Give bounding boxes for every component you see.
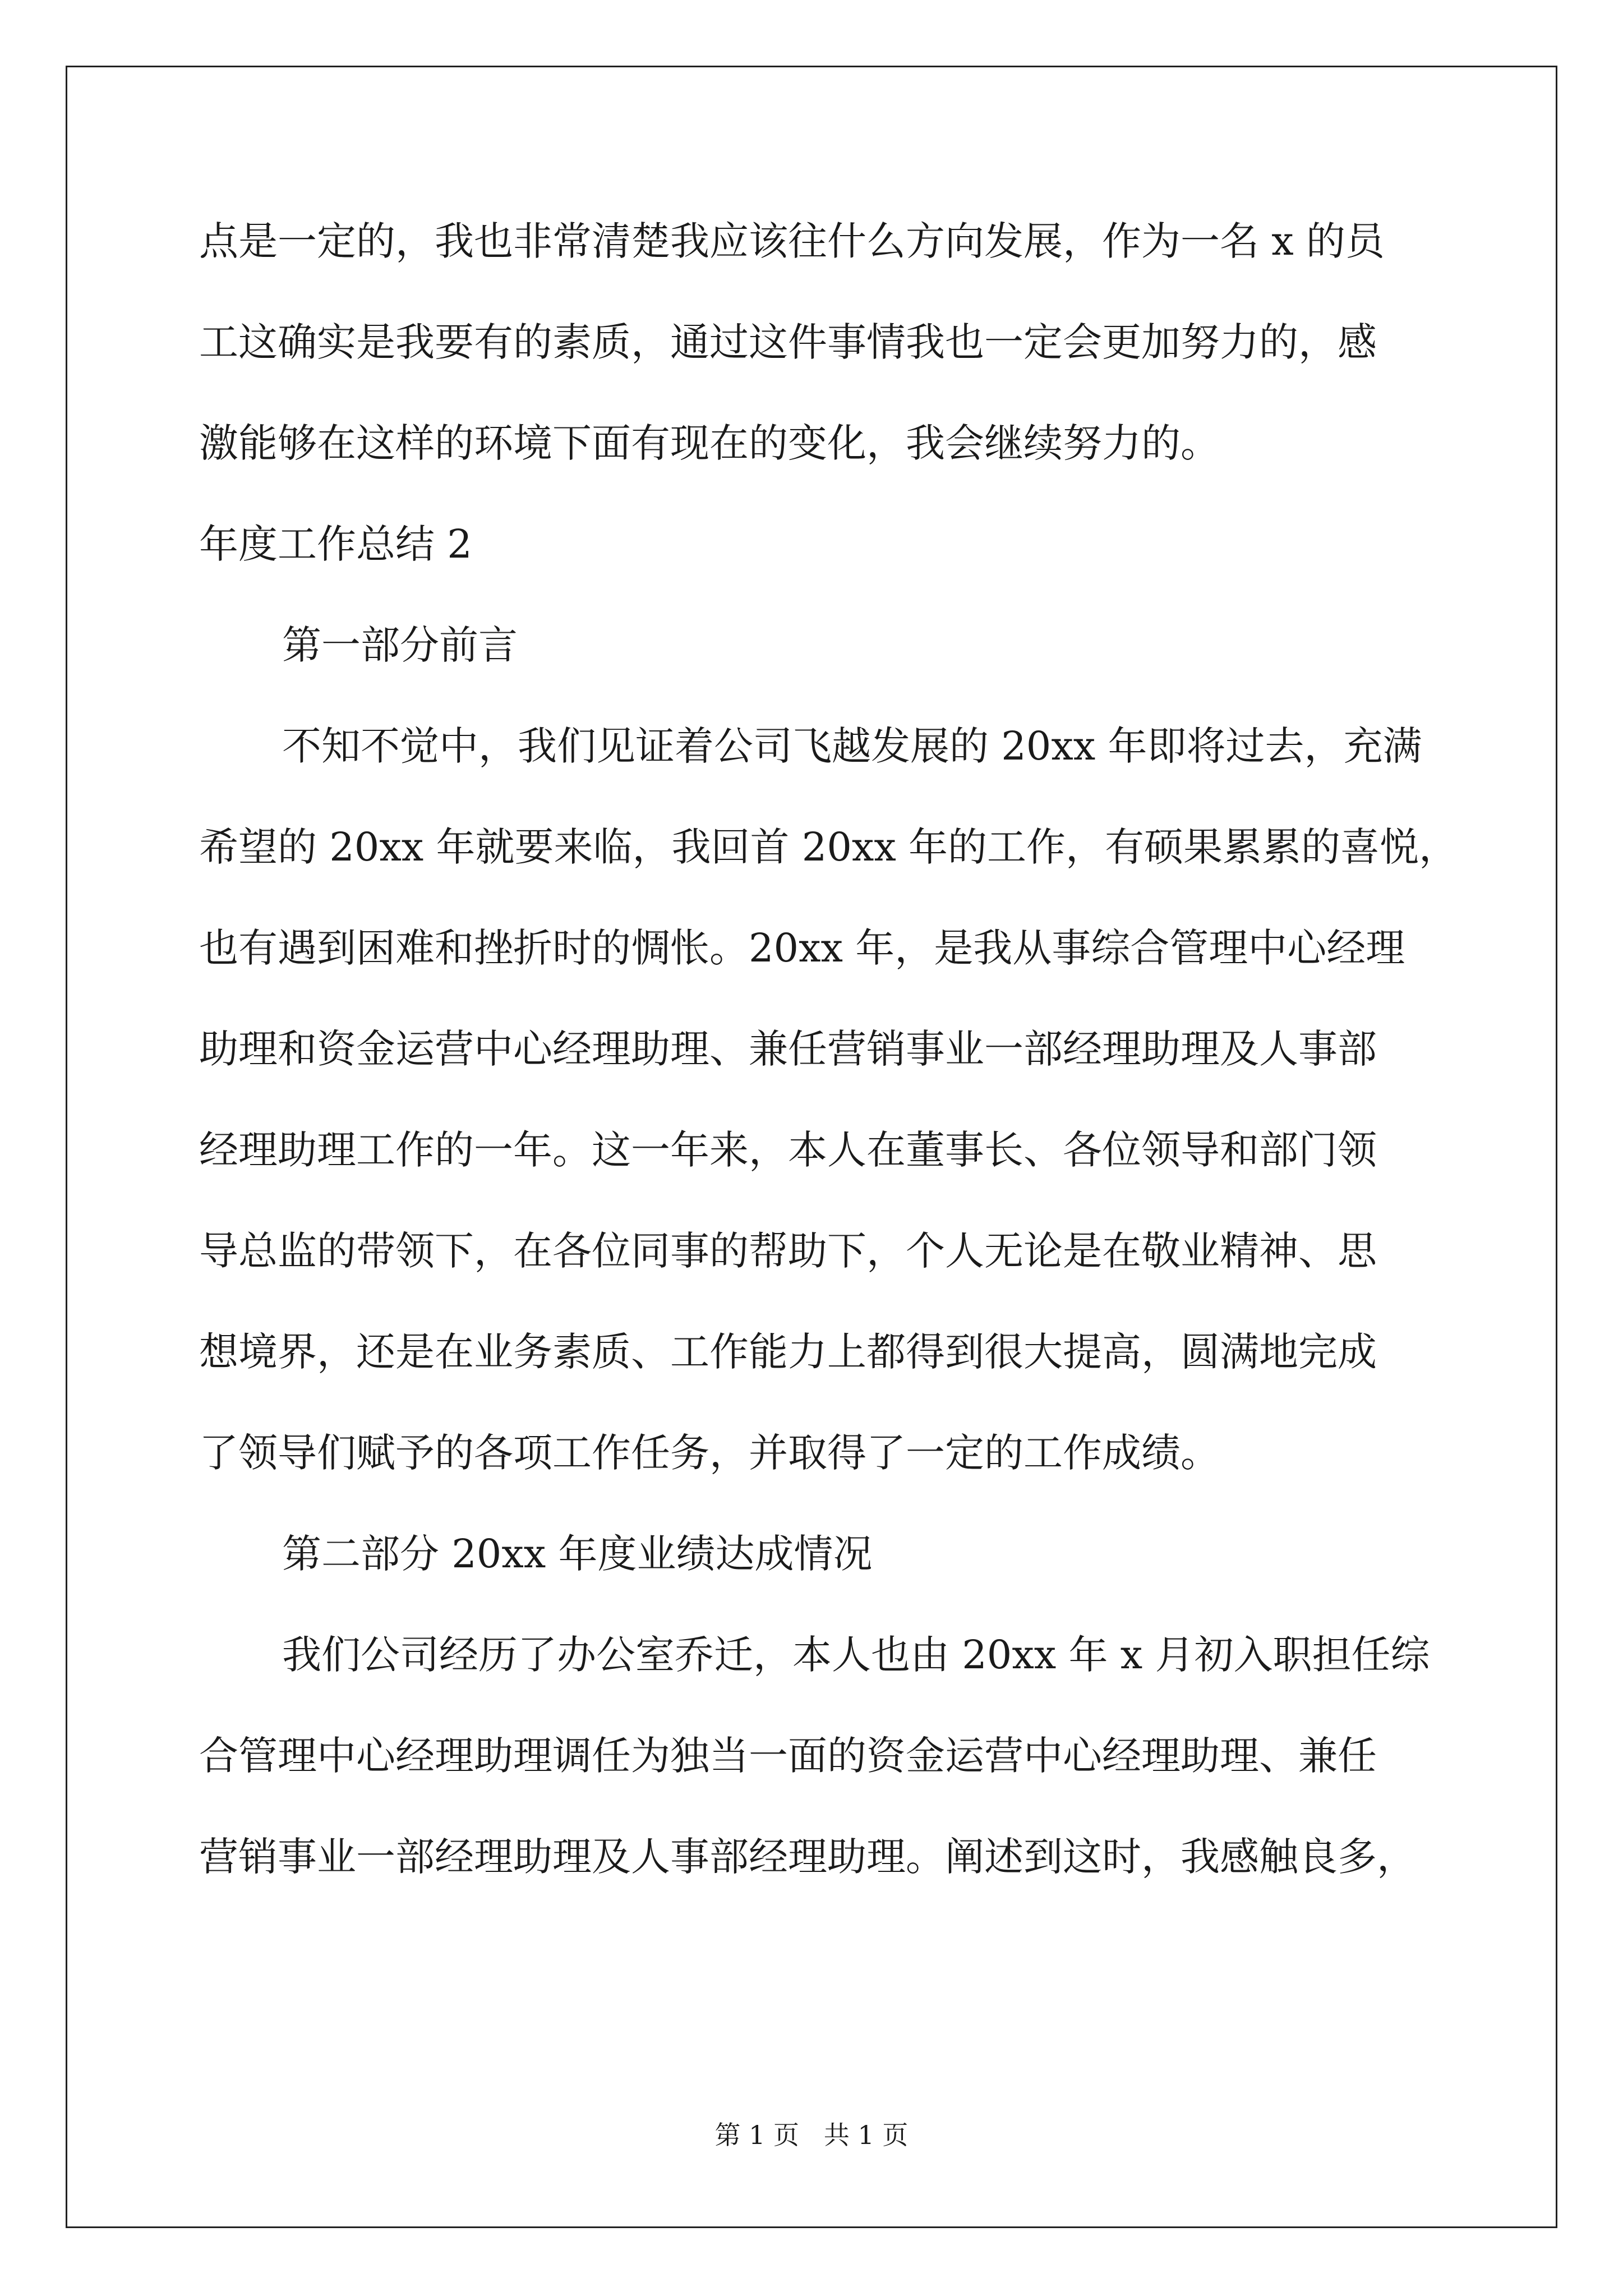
paragraph-line: 也有遇到困难和挫折时的惆怅。20xx 年，是我从事综合管理中心经理 bbox=[199, 925, 1405, 971]
paragraph-line: 想境界，还是在业务素质、工作能力上都得到很大提高，圆满地完成 bbox=[199, 1329, 1377, 1375]
paragraph-line: 助理和资金运营中心经理助理、兼任营销事业一部经理助理及人事部 bbox=[199, 1026, 1377, 1072]
paragraph-line: 合管理中心经理助理调任为独当一面的资金运营中心经理助理、兼任 bbox=[199, 1733, 1377, 1779]
section-heading: 第一部分前言 bbox=[282, 622, 518, 668]
section-title: 年度工作总结 2 bbox=[199, 521, 472, 567]
page-number-footer: 第 1 页 共 1 页 bbox=[714, 2120, 909, 2150]
paragraph-line: 不知不觉中，我们见证着公司飞越发展的 20xx 年即将过去，充满 bbox=[282, 723, 1422, 769]
paragraph-line: 点是一定的，我也非常清楚我应该往什么方向发展，作为一名 x 的员 bbox=[199, 218, 1385, 264]
section-heading: 第二部分 20xx 年度业绩达成情况 bbox=[282, 1531, 873, 1577]
paragraph-line: 我们公司经历了办公室乔迁，本人也由 20xx 年 x 月初入职担任综 bbox=[282, 1632, 1430, 1678]
paragraph-line: 工这确实是我要有的素质，通过这件事情我也一定会更加努力的，感 bbox=[199, 319, 1377, 365]
paragraph-line: 导总监的带领下，在各位同事的帮助下，个人无论是在敬业精神、思 bbox=[199, 1228, 1377, 1274]
paragraph-line: 营销事业一部经理助理及人事部经理助理。阐述到这时，我感触良多， bbox=[199, 1834, 1416, 1880]
paragraph-line: 经理助理工作的一年。这一年来，本人在董事长、各位领导和部门领 bbox=[199, 1127, 1377, 1173]
paragraph-line: 激能够在这样的环境下面有现在的变化，我会继续努力的。 bbox=[199, 420, 1220, 466]
paragraph-line: 了领导们赋予的各项工作任务，并取得了一定的工作成绩。 bbox=[199, 1430, 1220, 1476]
paragraph-line: 希望的 20xx 年就要来临，我回首 20xx 年的工作，有硕果累累的喜悦， bbox=[199, 824, 1459, 870]
